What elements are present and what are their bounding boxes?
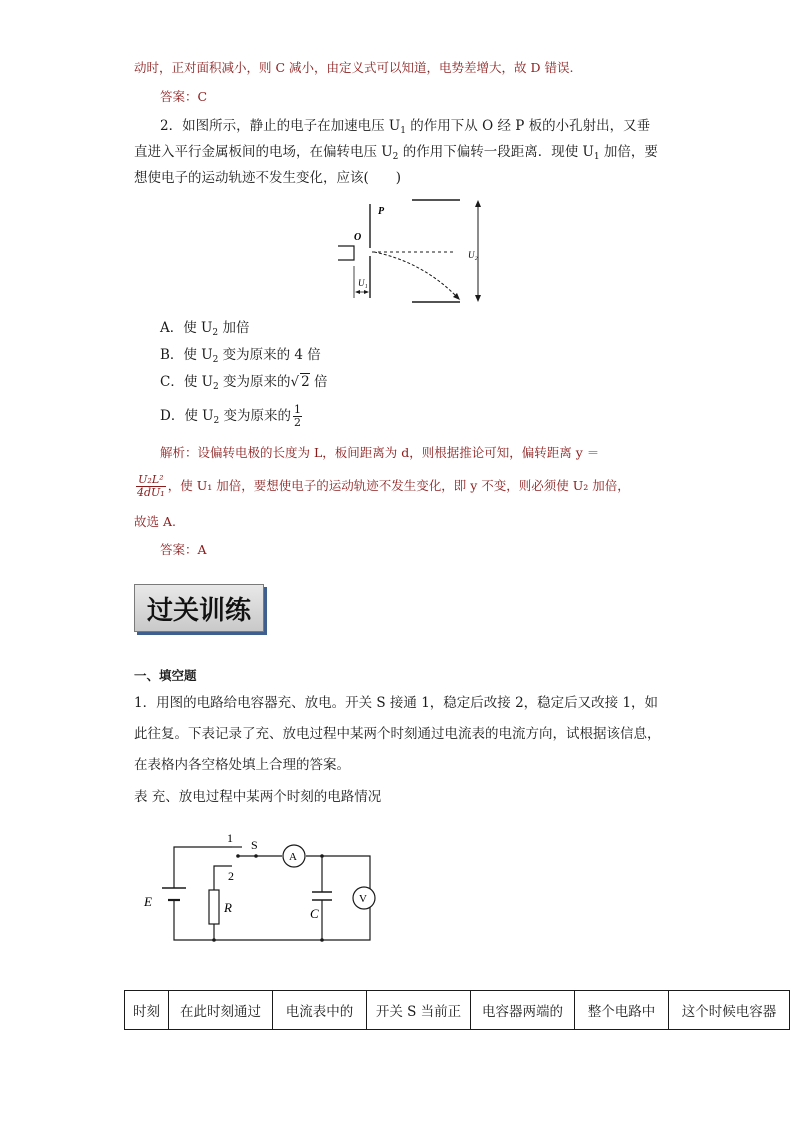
analysis-line-3: 故选 A.	[134, 514, 176, 529]
table-header-cell: 电容器两端的	[471, 991, 575, 1030]
option-c: C．使 $U_2$ 变为原来的√ 2 倍	[160, 374, 328, 392]
label-o: O	[354, 232, 362, 243]
circuit-state-table	[124, 990, 790, 1030]
table-header-row	[125, 991, 790, 1030]
label-r: R	[224, 900, 232, 915]
question-2-line-3: 想使电子的运动轨迹不发生变化，应该( )	[134, 170, 402, 186]
section-title: 过关训练	[134, 584, 264, 632]
label-u1: U₁	[358, 278, 368, 288]
table-header-cell: 电流表中的	[273, 991, 367, 1030]
label-e: E	[144, 894, 152, 909]
answer-2: 答案：A	[160, 542, 207, 557]
wire-loop	[174, 856, 370, 940]
answer-1: 答案：C	[160, 89, 208, 104]
fill-question-line-3: 在表格内各空格处填上合理的答案。	[134, 757, 350, 773]
analysis-fragment: 动时，正对面积减小，则 C 减小，由定义式可以知道，电势差增大，故 D 错误.	[134, 60, 574, 75]
label-switch-s: S	[251, 838, 258, 852]
label-ammeter: A	[289, 851, 297, 863]
table-header-cell: 整个电路中	[575, 991, 669, 1030]
electron-deflection-figure	[334, 196, 494, 306]
table-header-cell: 时刻	[125, 991, 169, 1030]
label-contact-2: 2	[228, 869, 234, 883]
fill-blank-heading: 一、填空题	[134, 668, 197, 683]
electron-source	[338, 246, 354, 260]
electron-trajectory	[374, 252, 460, 300]
label-contact-1: 1	[227, 831, 233, 845]
table-header-cell: 开关 S 当前正	[367, 991, 471, 1030]
option-b: B．使 $U_2$ 变为原来的 4 倍	[160, 347, 321, 365]
table-header-cell: 这个时候电容器	[669, 991, 790, 1030]
analysis-line-2: $\frac{\text{U₂L²}}{\text{4dU₁}}$ ，使 U₁ 加倍，要想使电子的运动轨迹不发生变化，即 y 不变，则必须使 U₂ 加倍，	[137, 473, 630, 499]
fill-question-line-2: 此往复。下表记录了充、放电过程中某两个时刻通过电流表的电流方向，试根据该信息，	[134, 726, 661, 742]
table-header-cell: 在此时刻通过	[169, 991, 273, 1030]
table-caption: 表 充、放电过程中某两个时刻的电路情况	[134, 789, 382, 805]
option-d: D．使 $U_2$ 变为原来的 $\frac{1}{2}$	[160, 403, 302, 429]
label-u2: U₂	[468, 250, 478, 260]
label-p: P	[378, 206, 385, 217]
option-a: A．使 $U_2$ 加倍	[160, 320, 250, 338]
label-c: C	[310, 906, 319, 921]
resistor-r	[209, 890, 219, 924]
fill-question-line-1: 1．用图的电路给电容器充、放电。开关 S 接通 1，稳定后改接 2，稳定后又改接 1，如	[134, 695, 659, 711]
question-2-line-2: 直进入平行金属板间的电场，在偏转电压 $U_2$ 的作用下偏转一段距离．现使 $U_1$ 加倍，要	[134, 144, 658, 162]
label-voltmeter: V	[359, 893, 367, 905]
circuit-diagram	[136, 826, 386, 950]
question-2-line-1: 2．如图所示，静止的电子在加速电压 $U_1$ 的作用下从 O 经 P 板的小孔射出，又垂	[160, 118, 651, 136]
analysis-line-1: 解析：设偏转电极的长度为 L，板间距离为 d，则根据推论可知，偏转距离 y ＝	[160, 445, 600, 460]
